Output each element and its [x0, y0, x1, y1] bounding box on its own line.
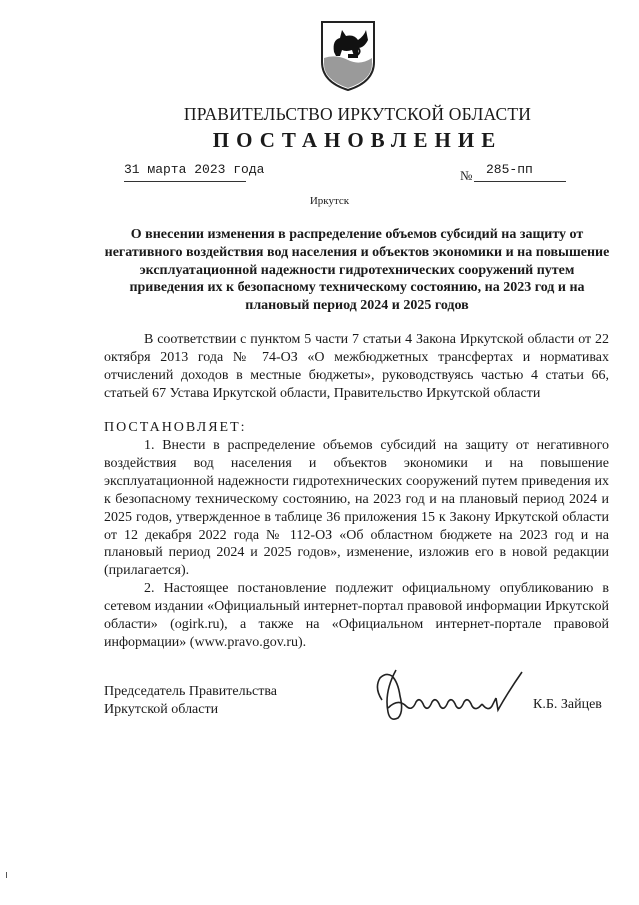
signatory-name: К.Б. Зайцев	[533, 697, 602, 712]
margin-mark	[6, 872, 7, 878]
government-name: ПРАВИТЕЛЬСТВО ИРКУТСКОЙ ОБЛАСТИ	[183, 104, 532, 124]
document-number: 285-пп	[486, 162, 533, 177]
position-line-2: Иркутской области	[104, 702, 219, 717]
city: Иркутск	[309, 195, 350, 207]
date-underline	[124, 181, 246, 182]
item-2-paragraph: 2. Настоящее постановление подлежит официальному опубликованию в сетевом издании «Официальный интернет-портал правовой информации Иркутской области» (ogirk.ru), а также на «Официальном интернет-портале правовой информации» (www.pravo.gov.ru).	[104, 581, 609, 650]
preamble-paragraph: В соответствии с пунктом 5 части 7 статьи 4 Закона Иркутской области от 22 октября 2013 года № 74-ОЗ «О межбюджетных трансфертах и нормативах отчислений доходов в местные бюджеты», руководствуясь частью 4 статьи 66, статьей 67 Устава Иркутской области, Правительство Иркутской области	[104, 332, 609, 401]
document-date: 31 марта 2023 года	[124, 162, 265, 177]
number-sign: №	[460, 168, 473, 183]
document-subject: О внесении изменения в распределение объемов субсидий на защиту от негативного воздействия вод населения и объектов экономики и на повышение эксплуатационной надежности гидротехнических сооружений путем приведения их к безопасному техническому состоянию, на 2023 год и на плановый период 2024 и 2025 годов	[104, 227, 610, 314]
signatory-position	[104, 683, 277, 719]
item-1-paragraph: 1. Внести в распределение объемов субсидий на защиту от негативного воздействия вод населения и объектов экономики и на повышение эксплуатационной надежности гидротехнических сооружений путем приведения их к безопасному техническому состоянию, на 2023 год и на плановый период 2024 и 2025 годов, утвержденное в таблице 36 приложения 15 к Закону Иркутской области от 12 декабря 2022 года № 112-ОЗ «Об областном бюджете на 2023 год и на плановый период 2024 и 2025 годов», изменение, изложив его в новой редакции (прилагается).	[104, 438, 609, 579]
resolves-heading: ПОСТАНОВЛЯЕТ:	[104, 420, 247, 435]
document-type: ПОСТАНОВЛЕНИЕ	[212, 128, 503, 152]
position-line-1: Председатель Правительства	[104, 684, 277, 699]
handwritten-signature-icon	[358, 662, 528, 732]
irkutsk-coat-of-arms-icon	[318, 18, 378, 92]
number-underline	[474, 181, 566, 182]
